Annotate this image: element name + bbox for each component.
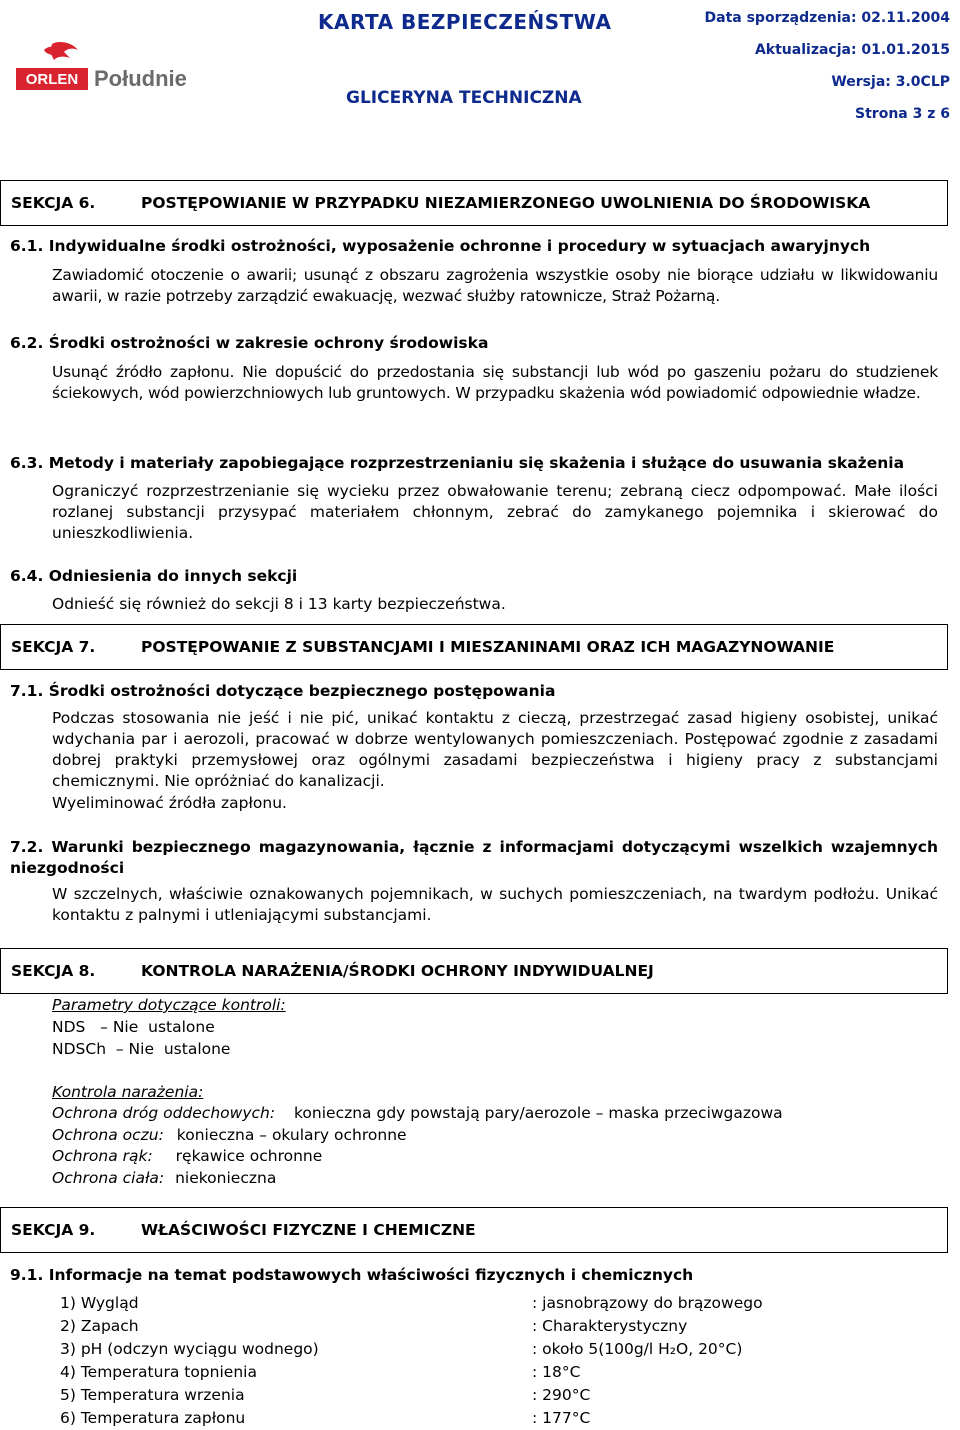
hand-protection-value: rękawice ochronne: [175, 1147, 323, 1165]
ndsch-value: NDSCh – Nie ustalone: [52, 1040, 231, 1058]
body-protection-value: niekonieczna: [175, 1169, 277, 1187]
subsection-6-1-heading: 6.1. Indywidualne środki ostrożności, wyposażenie ochronne i procedury w sytuacjach awaryjnych: [10, 237, 871, 255]
orlen-logo: [14, 40, 214, 100]
date-updated: Aktualizacja: 01.01.2015: [754, 42, 950, 58]
property-label: 6) Temperatura zapłonu: [60, 1409, 246, 1427]
property-label: 2) Zapach: [60, 1317, 139, 1335]
svg-text:ORLEN: ORLEN: [25, 71, 79, 88]
property-value: : 290°C: [532, 1386, 591, 1404]
section-number: SEKCJA 7.: [11, 638, 96, 656]
section-title: POSTĘPOWANIE Z SUBSTANCJAMI I MIESZANINAMI ORAZ ICH MAGAZYNOWANIE: [141, 638, 835, 656]
subsection-7-2-heading: 7.2. Warunki bezpiecznego magazynowania, łącznie z informacjami dotyczącymi wszelkich wzajemnych niezgodności: [10, 838, 938, 877]
respiratory-protection-label: Ochrona dróg oddechowych:: [52, 1104, 276, 1122]
property-row: [60, 1362, 920, 1384]
property-row: [60, 1385, 920, 1407]
document-header: [0, 0, 960, 150]
section-7-header: [0, 624, 948, 670]
section-9-header: [0, 1207, 948, 1253]
property-row: [60, 1293, 920, 1315]
section-title: KONTROLA NARAŻENIA/ŚRODKI OCHRONY INDYWIDUALNEJ: [141, 962, 654, 980]
subsection-6-3-heading: 6.3. Metody i materiały zapobiegające rozprzestrzenianiu się skażenia i służące do usuwania skażenia: [10, 454, 905, 472]
hand-protection-row: [52, 1146, 322, 1167]
property-value: : około 5(100g/l H₂O, 20°C): [532, 1340, 743, 1358]
property-value: : 18°C: [532, 1363, 581, 1381]
section-number: SEKCJA 9.: [11, 1221, 96, 1239]
nds-value: NDS – Nie ustalone: [52, 1018, 215, 1036]
eye-protection-row: [52, 1125, 407, 1146]
subsection-6-2-text: Usunąć źródło zapłonu. Nie dopuścić do przedostania się substancji lub wód po gaszeniu pożaru do studzienek ściekowych, wód powierzchniowych lub gruntowych. W przypadku skażenia wód powiadomić odpowiednie władze.: [52, 363, 938, 402]
respiratory-protection-value: konieczna gdy powstają pary/aerozole – maska przeciwgazowa: [294, 1104, 783, 1122]
section-title: POSTĘPOWIANIE W PRZYPADKU NIEZAMIERZONEGO UWOLNIENIA DO ŚRODOWISKA: [141, 194, 871, 212]
property-value: : Charakterystyczny: [532, 1317, 688, 1335]
page-number: Strona 3 z 6: [855, 106, 950, 122]
eye-protection-label: Ochrona oczu:: [52, 1126, 164, 1144]
section-8-header: [0, 948, 948, 994]
subsection-6-2-heading: 6.2. Środki ostrożności w zakresie ochrony środowiska: [10, 334, 489, 352]
eye-protection-value: konieczna – okulary ochronne: [176, 1126, 407, 1144]
property-row: [60, 1339, 920, 1361]
property-label: 1) Wygląd: [60, 1294, 139, 1312]
subsection-7-1-text: Podczas stosowania nie jeść i nie pić, unikać kontaktu z cieczą, przestrzegać zasad higieny osobistej, unikać wdychania par i aerozoli, pracować w dobrze wentylowanych pomieszczeniach. Postępować zgodnie z zasadami dobrej praktyki przemysłowej oraz ogólnymi zasadami bezpieczeństwa i higieny pracy z substancjami chemicznymi. Nie opróżniać do kanalizacji.: [52, 709, 938, 790]
property-row: [60, 1408, 920, 1430]
hand-protection-label: Ochrona rąk:: [52, 1147, 153, 1165]
svg-text:Południe: Południe: [94, 66, 187, 91]
document-title: KARTA BEZPIECZEŃSTWA: [318, 10, 612, 34]
section-number: SEKCJA 8.: [11, 962, 96, 980]
subsection-7-2-text: W szczelnych, właściwie oznakowanych pojemnikach, w suchych pomieszczeniach, na twardym podłożu. Unikać kontaktu z palnymi i utleniającymi substancjami.: [52, 885, 938, 924]
product-name: GLICERYNA TECHNICZNA: [346, 88, 582, 108]
body-protection-row: [52, 1168, 276, 1189]
subsection-6-3-text: Ograniczyć rozprzestrzenianie się wycieku przez obwałowanie terenu; zebraną ciecz odpompować. Małe ilości rozlanej substancji przysypać materiałem chłonnym, zebrać do zamykanego pojemnika i skierować do unieszkodliwienia.: [52, 482, 938, 542]
property-value: : 177°C: [532, 1409, 591, 1427]
orlen-eagle-icon: [14, 40, 214, 100]
date-created: Data sporządzenia: 02.11.2004: [704, 10, 950, 26]
section-6-header: [0, 180, 948, 226]
subsection-6-4-text: Odnieść się również do sekcji 8 i 13 karty bezpieczeństwa.: [52, 595, 506, 613]
property-value: : jasnobrązowy do brązowego: [532, 1294, 763, 1312]
subsection-6-1-text: Zawiadomić otoczenie o awarii; usunąć z obszaru zagrożenia wszystkie osoby nie biorące udziału w likwidowaniu awarii, w razie potrzeby zarządzić ewakuację, wezwać służby ratownicze, Straż Pożarną.: [52, 266, 938, 305]
subsection-7-1-text-2: Wyeliminować źródła zapłonu.: [52, 794, 287, 812]
property-label: 3) pH (odczyn wyciągu wodnego): [60, 1340, 319, 1358]
property-row: [60, 1316, 920, 1338]
subsection-9-1-heading: 9.1. Informacje na temat podstawowych właściwości fizycznych i chemicznych: [10, 1266, 694, 1284]
property-label: 4) Temperatura topnienia: [60, 1363, 257, 1381]
exposure-control-heading: Kontrola narażenia:: [52, 1083, 204, 1101]
subsection-7-1-heading: 7.1. Środki ostrożności dotyczące bezpiecznego postępowania: [10, 682, 556, 700]
respiratory-protection-row: [52, 1103, 783, 1124]
property-label: 5) Temperatura wrzenia: [60, 1386, 245, 1404]
version: Wersja: 3.0CLP: [831, 74, 950, 90]
section-number: SEKCJA 6.: [11, 194, 96, 212]
body-protection-label: Ochrona ciała:: [52, 1169, 165, 1187]
section-title: WŁAŚCIWOŚCI FIZYCZNE I CHEMICZNE: [141, 1221, 476, 1239]
subsection-6-4-heading: 6.4. Odniesienia do innych sekcji: [10, 567, 298, 585]
control-parameters-heading: Parametry dotyczące kontroli:: [52, 996, 286, 1014]
